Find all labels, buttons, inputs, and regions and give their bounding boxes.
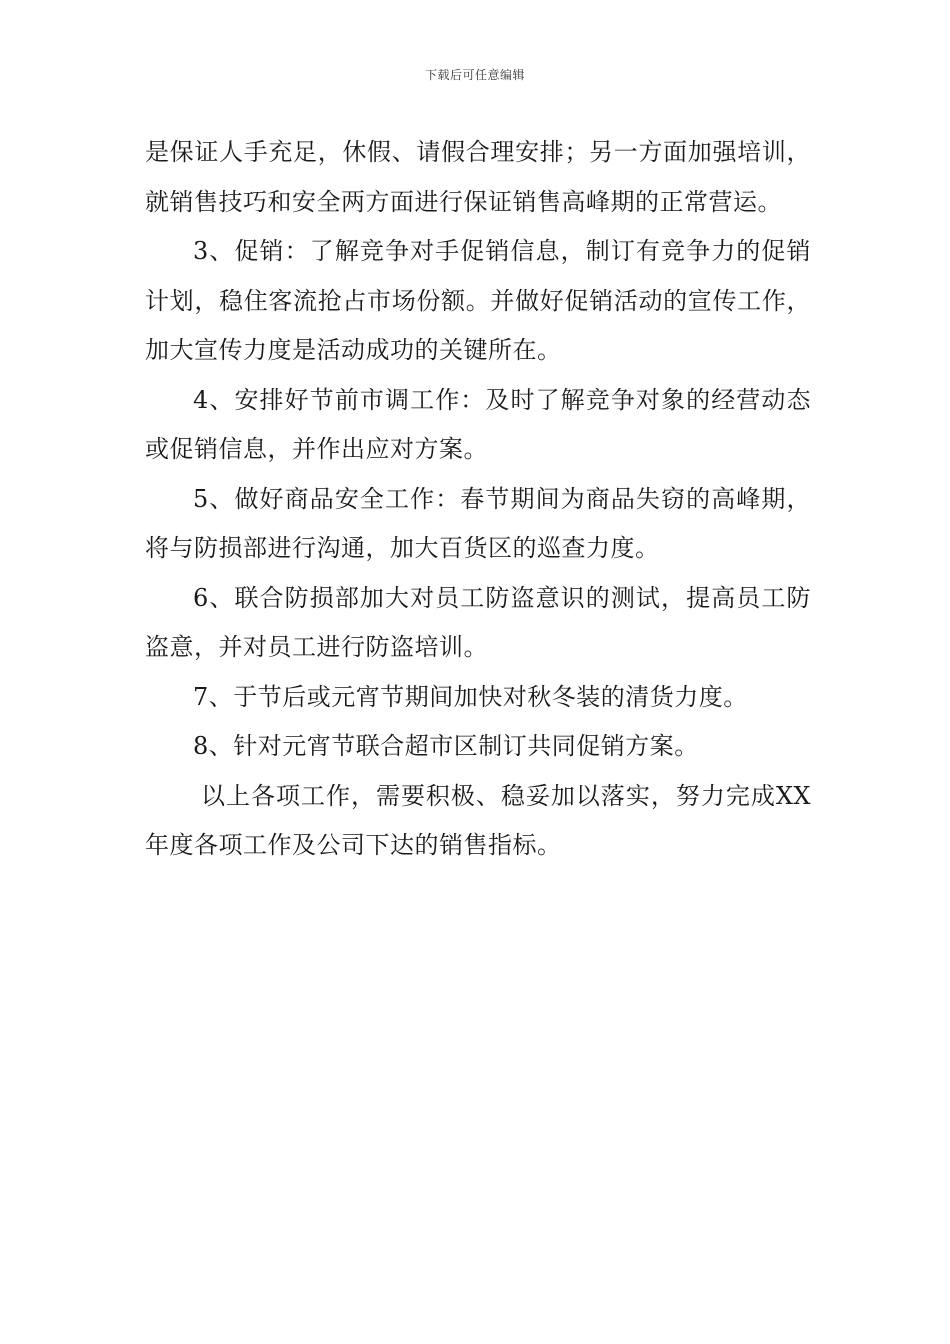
paragraph-item-5: 5、做好商品安全工作：春节期间为商品失窃的高峰期，将与防损部进行沟通，加大百货区的巡查力度。 <box>145 484 811 562</box>
paragraph-continuation: 是保证人手充足，休假、请假合理安排；另一方面加强培训，就销售技巧和安全两方面进行保证销售高峰期的正常营运。 <box>145 138 811 216</box>
paragraph-item-3: 3、促销：了解竞争对手促销信息，制订有竞争力的促销计划，稳住客流抢占市场份额。并做好促销活动的宣传工作，加大宣传力度是活动成功的关键所在。 <box>145 237 811 364</box>
paragraph-conclusion: 以上各项工作，需要积极、稳妥加以落实，努力完成XX年度各项工作及公司下达的销售指标。 <box>145 781 811 859</box>
document-body <box>145 128 811 871</box>
page-header: 下载后可任意编辑 <box>424 68 525 82</box>
paragraph-item-8: 8、针对元宵节联合超市区制订共同促销方案。 <box>193 732 699 760</box>
paragraph-item-7: 7、于节后或元宵节期间加快对秋冬装的清货力度。 <box>193 682 748 711</box>
paragraph-item-4: 4、安排好节前市调工作：及时了解竞争对象的经营动态或促销信息，并作出应对方案。 <box>145 385 811 463</box>
paragraph-item-6: 6、联合防损部加大对员工防盗意识的测试，提高员工防盗意，并对员工进行防盗培训。 <box>145 583 811 661</box>
